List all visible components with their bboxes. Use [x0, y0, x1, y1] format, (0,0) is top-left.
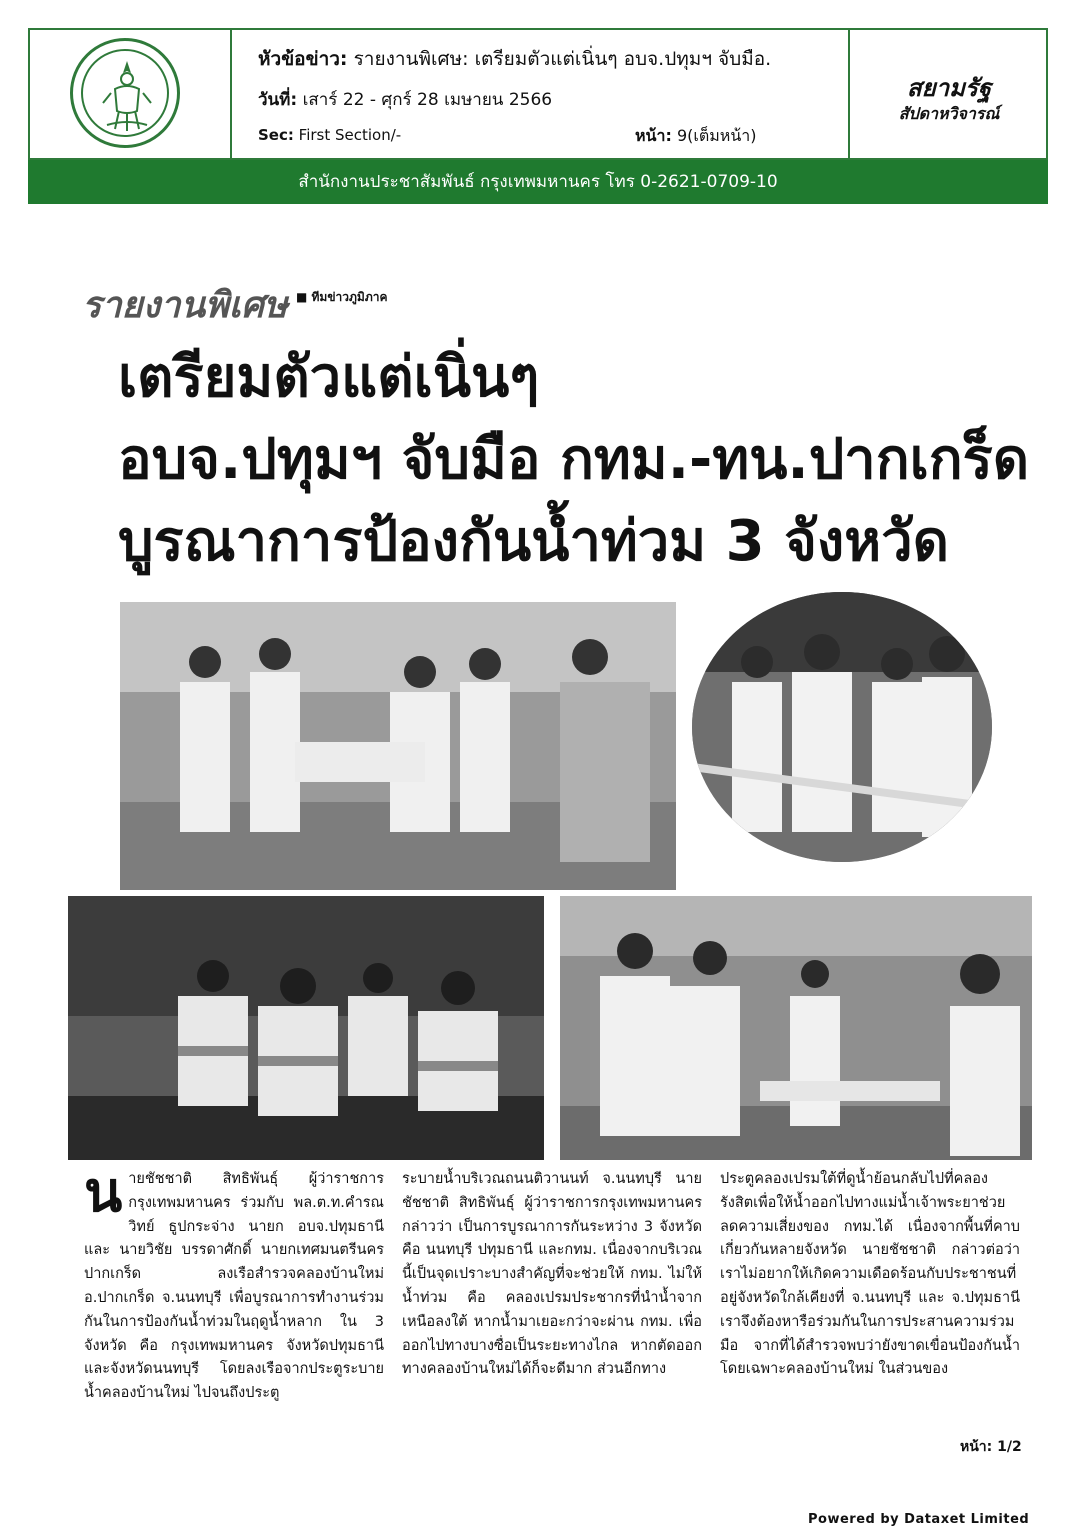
body-column-3	[720, 1168, 1020, 1382]
headline-line-1: เตรียมตัวแต่เนิ่นๆ	[118, 345, 540, 410]
publication-subtitle: สัปดาหวิจารณ์	[898, 104, 1000, 123]
body-column-1	[84, 1160, 384, 1406]
headline-label: หัวข้อข่าว:	[258, 48, 348, 70]
page-label: หน้า:	[635, 126, 672, 145]
headline-line-2: อบจ.ปทุมฯ จับมือ กทม.-ทน.ปากเกร็ด	[118, 427, 1030, 492]
photo-circle-inspection	[692, 592, 992, 862]
article-byline: ■ ทีมข่าวภูมิภาค	[296, 290, 388, 304]
logo-cell	[30, 30, 232, 158]
date-value: เสาร์ 22 - ศุกร์ 28 เมษายน 2566	[302, 90, 553, 110]
body-paragraph-2: ระบายน้ำบริเวณถนนติวานนท์ จ.นนทบุรี นายชัชชาติ สิทธิพันธุ์ ผู้ว่าราชการกรุงเทพมหานคร กล่าวว่า เป็นการบูรณาการกันระหว่าง 3 จังหวัดคือ นนทบุรี ปทุมธานี และกทม. เนื่องจากบริเวณนี้เป็นจุดเปราะบางสำคัญที่จะช่วยให้ กทม. ไม่ให้น้ำท่วม คือ คลองเปรมประชากรที่นำน้ำจากเหนือลงใต้ หากน้ำมาเยอะกว่าจะผ่าน กทม. เพื่อออกไปทางบางซื่อเป็นระยะทางไกล หากตัดออกทางคลองบ้านใหม่ได้ก็จะดีมาก ส่วนอีกทาง	[402, 1171, 702, 1378]
date-meta	[258, 86, 552, 113]
body-paragraph-1: ายชัชชาติ สิทธิพันธุ์ ผู้ว่าราชการกรุงเทพมหานคร ร่วมกับ พล.ต.ท.คำรณวิทย์ ธูปกระจ่าง นายก อบจ.ปทุมธานี และ นายวิชัย บรรดาศักดิ์ นายกเทศมนตรีนครปากเกร็ด ลงเรือสำรวจคลองบ้านใหม่ อ.ปากเกร็ด จ.นนทบุรี เพื่อบูรณาการทำงานร่วมกันในการป้องกันน้ำท่วมในฤดูน้ำหลาก ใน 3 จังหวัด คือ กรุงเทพมหานคร จังหวัดปทุมธานี และจังหวัดนนทบุรี โดยลงเรือจากประตูระบายน้ำคลองบ้านใหม่ ไปจนถึงประตู	[84, 1171, 384, 1402]
bangkok-seal-logo	[70, 38, 180, 148]
section-meta	[258, 126, 401, 144]
seal-figure-icon	[97, 59, 157, 133]
section-label: Sec:	[258, 126, 294, 144]
page-number: หน้า: 1/2	[960, 1439, 1022, 1455]
header-box	[28, 28, 1048, 160]
body-paragraph-3: ประตูคลองเปรมใต้ที่ดูน้ำย้อนกลับไปที่คลองรังสิตเพื่อให้น้ำออกไปทางแม่น้ำเจ้าพระยาช่วยลดความเสี่ยงของ กทม.ได้ เนื่องจากพื้นที่คาบเกี่ยวกันหลายจังหวัด นายชัชชาติ กล่าวต่อว่า เราไม่อยากให้เกิดความเดือดร้อนกับประชาชนที่อยู่จังหวัดใกล้เคียงที่ จ.นนทบุรี และ จ.ปทุมธานี เราจึงต้องหารือร่วมกันในการประสานความร่วมมือ จากที่ได้สำรวจพบว่ายังขาดเขื่อนป้องกันน้ำโดยเฉพาะคลองบ้านใหม่ ในส่วนของ	[720, 1171, 1020, 1378]
meta-cell	[230, 30, 848, 158]
headline-meta	[258, 44, 771, 74]
page-value: 9(เต็มหน้า)	[676, 126, 757, 145]
headline-line-3: บูรณาการป้องกันน้ำท่วม 3 จังหวัด	[118, 509, 950, 574]
powered-by: Powered by Dataxet Limited	[808, 1512, 1030, 1527]
section-value: First Section/-	[298, 126, 402, 144]
date-label: วันที่:	[258, 90, 298, 110]
photo-officials-with-plans	[120, 602, 676, 890]
body-column-2	[402, 1168, 702, 1382]
drop-cap: น	[84, 1160, 123, 1225]
publication-cell	[848, 30, 1048, 158]
photo-boat-survey	[68, 896, 544, 1160]
headline-value: รายงานพิเศษ: เตรียมตัวแต่เนิ่นๆ อบจ.ปทุมฯ จับมือ.	[353, 48, 772, 70]
page-meta	[635, 124, 757, 149]
article-kicker: รายงานพิเศษ	[82, 285, 288, 326]
contact-bar: สำนักงานประชาสัมพันธ์ กรุงเทพมหานคร โทร 0-2621-0709-10	[28, 160, 1048, 204]
photo-officials-reviewing	[560, 896, 1032, 1160]
publication-name: สยามรัฐ	[906, 74, 992, 102]
